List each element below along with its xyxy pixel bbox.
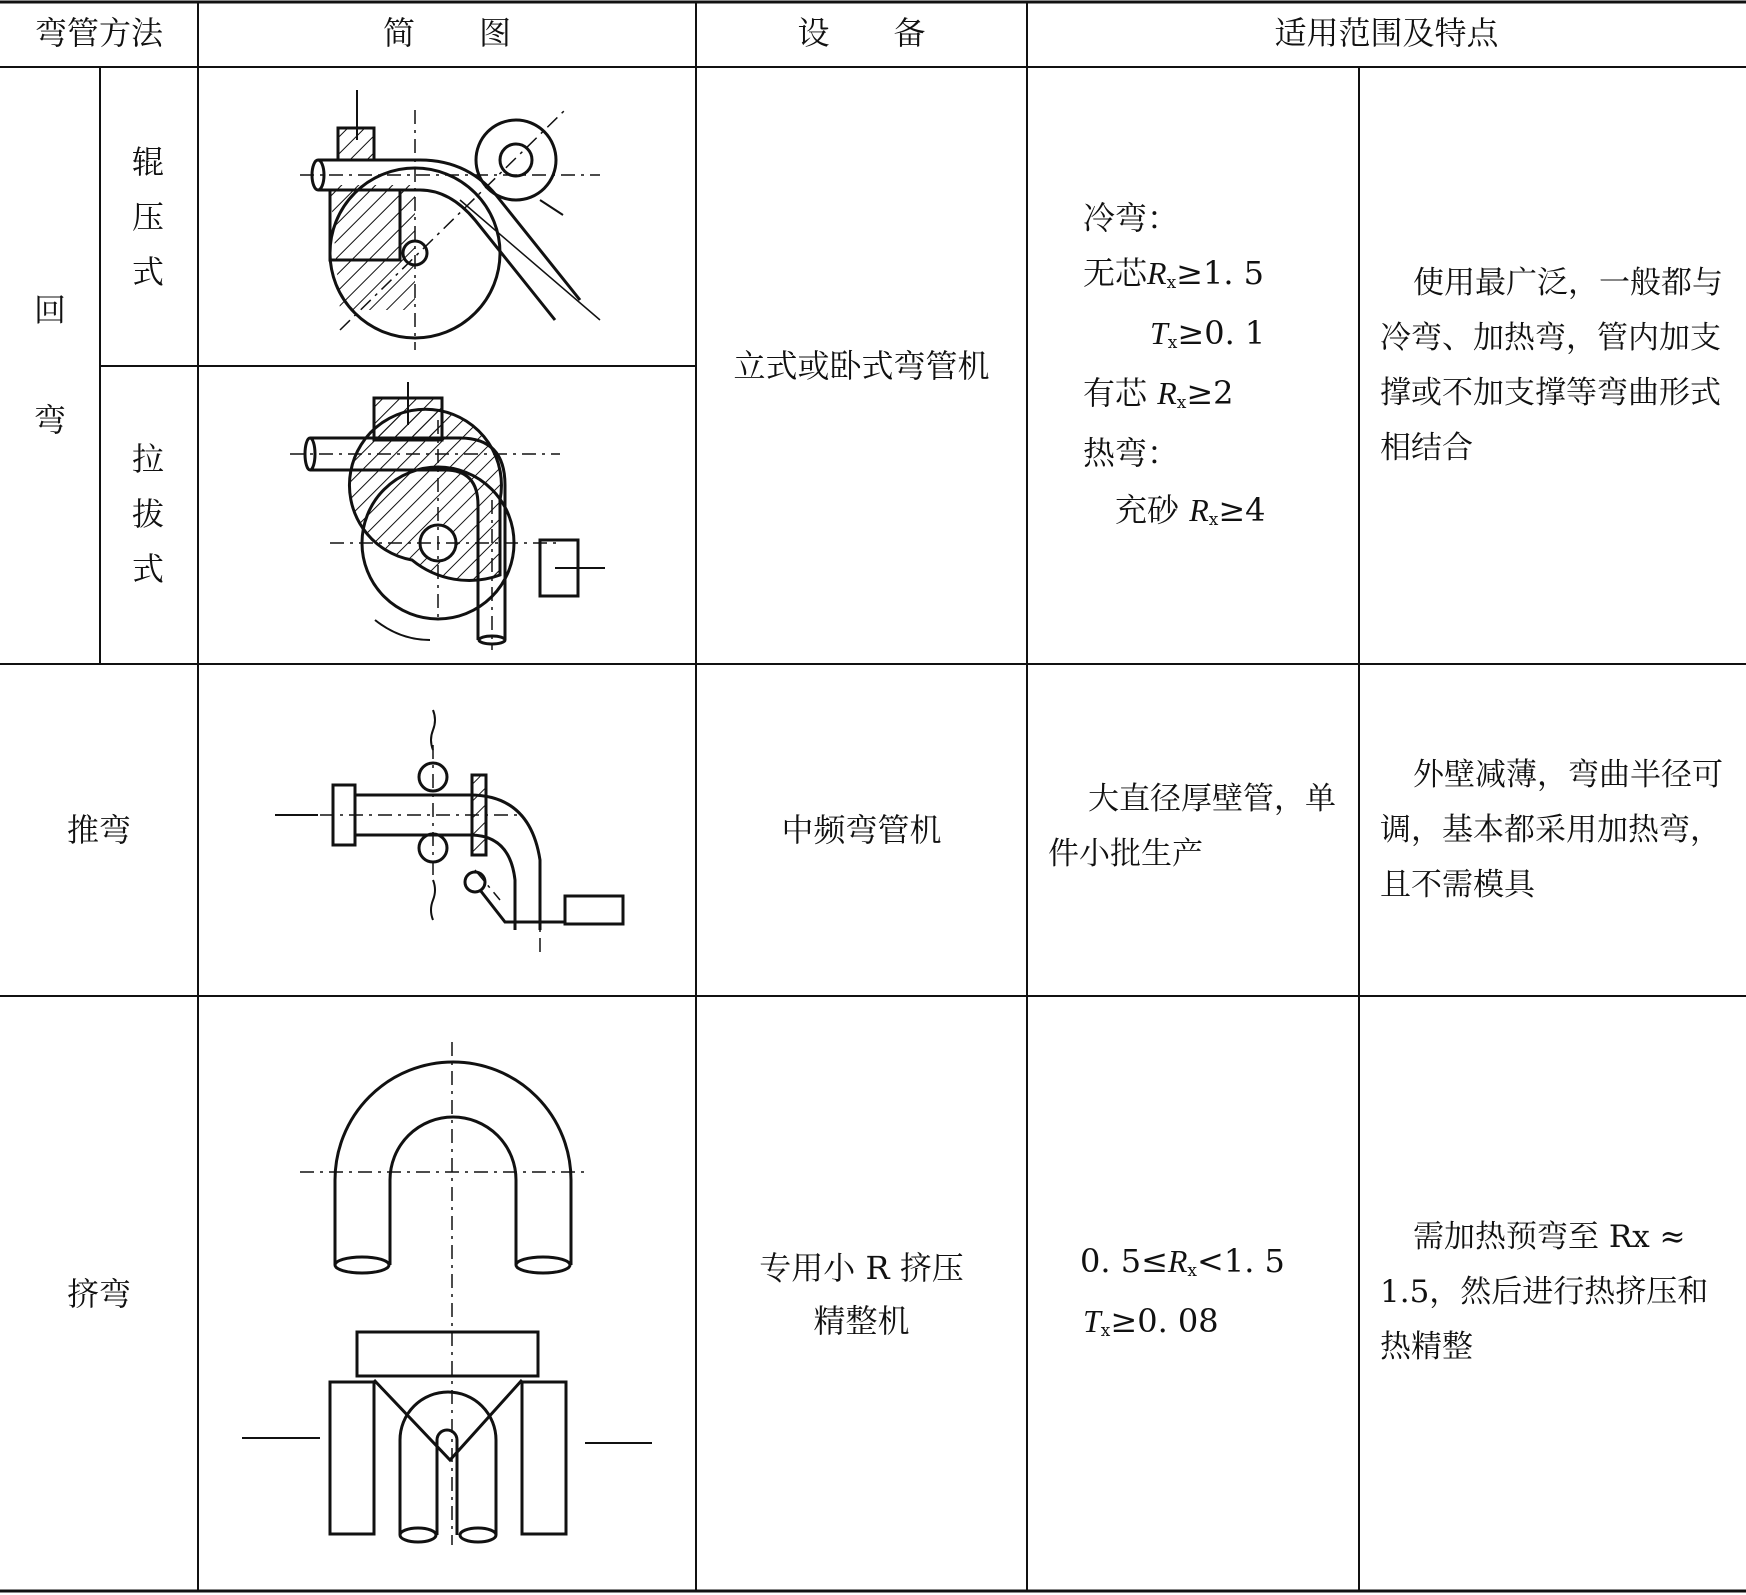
extrude-equipment-line1: 专用小 R 挤压 <box>759 1249 964 1287</box>
extrude-bending-diagram <box>242 1042 652 1545</box>
push-equipment: 中频弯管机 <box>781 811 942 849</box>
roll-bending-diagram <box>300 90 600 350</box>
header-method: 弯管方法 <box>34 14 163 52</box>
extrude-method: 挤弯 <box>66 1275 131 1313</box>
rotary-group-char1: 回 <box>33 291 66 329</box>
push-features: 外壁减薄，弯曲半径可调，基本都采用加热弯，且不需模具 <box>1380 757 1723 903</box>
rotary-group-char2: 弯 <box>33 401 66 439</box>
roll-type-label: 辊 压 式 <box>131 143 164 291</box>
extrude-equipment-line2: 精整机 <box>813 1302 910 1340</box>
push-method: 推弯 <box>66 811 131 849</box>
rotary-features: 使用最广泛，一般都与冷弯、加热弯，管内加支撑或不加支撑等弯曲形式相结合 <box>1380 265 1723 466</box>
header-diagram: 简 图 <box>382 14 511 52</box>
header-scope: 适用范围及特点 <box>1274 14 1499 52</box>
push-params: 大直径厚壁管，单件小批生产 <box>1048 781 1336 872</box>
push-bending-diagram <box>275 710 623 955</box>
header-equipment: 设 备 <box>797 14 926 52</box>
draw-type-label: 拉 拔 式 <box>131 440 164 588</box>
bending-method-table: 弯管方法 简 图 设 备 适用范围及特点 回 弯 辊 压 式 拉 拔 式 立式或卧式弯管机 冷弯： 无芯$R_x\ge 1$. 5 $T_x\ge 0$. 1 有芯 $R_x\ge 2$ 热弯： 充砂 $R_x\ge 4$ 使用最广泛，一般都与冷弯、加热弯，管内加支撑或不加支撑等弯曲形式相结合 推弯 中频弯管机 大直径厚壁管，单件小批生产 外壁减薄，弯曲半径可调，基本都采用加热弯，且不需模具 挤弯 专用小 R 挤压 精整机 0. $5\le R_x<1$. 5 $T_x\ge 0$. 08 需加热预弯至 Rx ≈ 1.5，然后进行热挤压和热精整 <box>0 0 1746 1595</box>
extrude-features: 需加热预弯至 Rx ≈ 1.5，然后进行热挤压和热精整 <box>1380 1219 1709 1365</box>
draw-bending-diagram <box>290 382 605 650</box>
rotary-equipment: 立式或卧式弯管机 <box>733 347 990 385</box>
